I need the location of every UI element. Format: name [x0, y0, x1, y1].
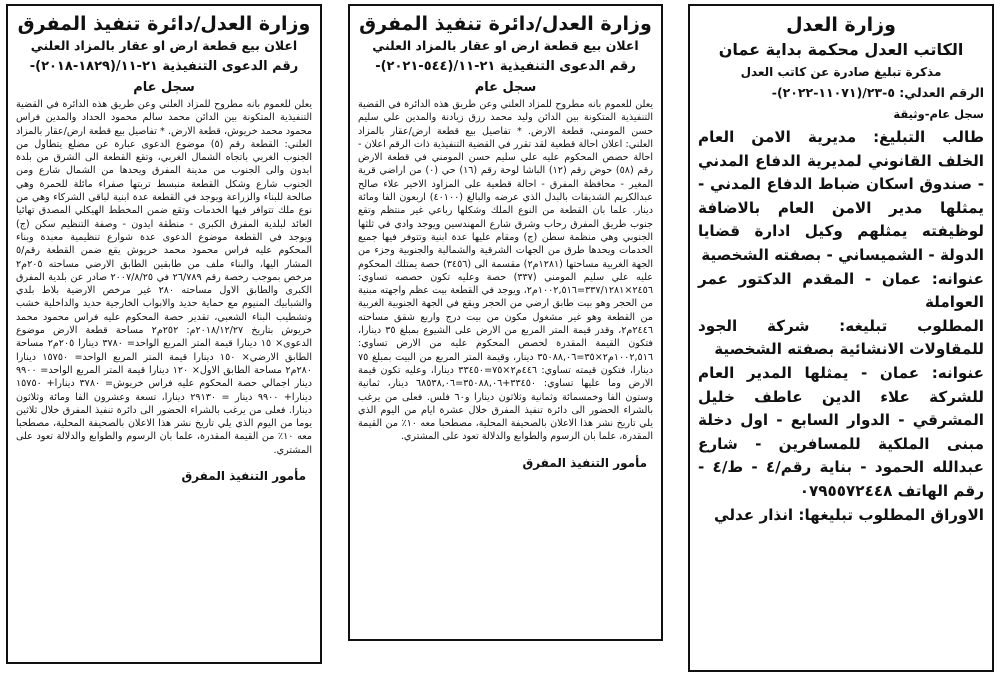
record-label: سجل عام-وثيقة: [893, 107, 984, 121]
ministry-heading: وزارة العدل/دائرة تنفيذ المفرق: [17, 13, 311, 35]
notice-paragraph: يعلن للعموم بانه مطروح للمزاد العلني وعن طريق هذه الدائرة في القضية التنفيذية المتكونة بين الدائن محمد سالم محمود الحداد والمدين فراس محمود محمد خريوش، قطعة الارض. * تفاصيل بيع قطعة ارض/عقار بالمزاد العلني: القطعة رقم (٥) موضوع الدعوى عبارة عن مضلع يتطاول من الجنوب الغربي باتجاه الشمال الغربي، وتقع القطعة الى الشرق من بلدة ايدون والى الجنوب من مدينة المفرق ويحدها من الشمال شارع ومن الجنوب شارع وشكل القطعة منبسط تربتها صفراء مائلة للحمرة وهي صالحة للبناء والزراعة ويوجد في القطعة عدة ابنية لباقي الشركاء وهي من نوع ملك تتوافر فيها الخدمات وتقع ضمن المخطط الهيكلي المصدق تهائيا العائد لبلدية المفرق الكبرى - منطقة ايدون - وصفة التنظيم سكن (ج) ويوجد في القطعة موضوع الدعوى عدة شوارع تنظيمية معبدة وبناء المحكوم عليه فراس محمود محمد خريوش يقع ضمن القطعة رقم/٥ المشار اليها، والبناء ملف من طابقين الطابق الارضي مساحته ٢٠٥م٢ مرخص بموجب رخصة رقم ٢٦/٧٨٩ في ٢٠٠٧/٨/٢٥ صادر عن بلدية المفرق الكبرى والطابق الاول مساحته ٢٨٠ غير مرخص الارضية بلاط بلدي والشبابيك المنيوم مع حماية حديد والابواب الخارجية حديد والداخلية خشب وتشطيب البناء الشعبي، تقدير حصة المحكوم عليه فراس محمود محمد خريوش بتاريخ ٢٠١٨/١٢/٢٧م: ٢٥٢م٢ مساحة قطعة الارض موضوع الدعوى× ١٥ دينارا قيمة المتر المربع الواحد= ٣٧٨٠ دينارا ٢٠٥م٢ مساحة الطابق الارضي× ١٥٠ دينارا قيمة المتر المربع الواحد= ١٥٧٥٠ دينارا ٢٨٠م٢ مساحة الطابق الاول× ١٢٠ دينارا قيمة المتر المربع الواحد= ٩٩٠٠ دينار اجمالي حصة المحكوم عليه فراس خريوش= ٣٧٨٠ دينارا+ ١٥٧٥٠ دينارا+ ٩٩٠٠ دينار = ٢٩١٣٠ دينارا، تسعة وعشرون الفا ومائة وثلاثون دينارا. فعلى من يرغب بالشراء الحضور الى دائرة تنفيذ المفرق خلال ثلاثين يوما من اليوم الذي يلي تاريخ نشر هذا الاعلان بالصحيفة المحلية، مصطحبا معه ١٠٪ من القيمة المقدرة، علما بان الرسوم والطوابع والدلالة تعود على المشتري.: [16, 99, 313, 456]
target-address: عنوانه: عمان - يمثلها المدير العام للشركة علاء الدين عاطف خليل المشرقي - الدوار السابع - اول دخلة مبنى الملكية للمسافرين - شارع عبدالله الحمود - بناية رقم/٤ - ط/٤ - رقم الهاتف ٠٧٩٥٥٧٢٤٤٨: [698, 363, 985, 500]
notice-column-middle: [348, 4, 663, 641]
notice-column-right: [688, 4, 994, 672]
auction-title: اعلان بيع قطعة ارض او عقار بالمزاد العلني: [30, 38, 298, 53]
record-label: سجل عام: [474, 80, 537, 95]
record-label: سجل عام: [133, 80, 195, 95]
case-number: رقم الدعوى التنفيذية ٢١-١١/(٥٤٤-٢٠٢١)-: [375, 59, 636, 74]
requester-text: طالب التبليغ: مديرية الامن العام الخلف القانوني لمديرية الدفاع المدني - صندوق اسكان ضباط الدفاع المدني - يمثلها مدير الامن العام بالاضافة لوظيفته يمثلهم وكيل ادارة قضايا الدولة - الشميساني - بصفته الشخصية: [698, 128, 984, 264]
notice-column-left: [6, 4, 322, 664]
auction-title: اعلان بيع قطعة ارض او عقار بالمزاد العلني: [372, 38, 639, 53]
notice-paragraph: يعلن للعموم بانه مطروح للمزاد العلني وعن طريق هذه الدائرة في القضية التنفيذية المتكونة بين الدائن وليد محمد رزق زيادنة والمدين علي سليم حسن المومني، قطعة الارض. * تفاصيل بيع قطعة ارض/عقار بالمزاد العلني: اعلان احالة قطعية لقد تقرر في القضية التنفيذية ذات الرقم اعلان - احالة حصص المحكوم عليه علي سليم حسن المومني في قطعة الارض رقم (٥٨) حوض رقم (١٢) الباشا لوحة رقم (١٦) حي (٠) من اراضي قرية المغير - محافظة المفرق - احالة قطعية على المزاود الاخير علاء صالح عبدالكريم الشديفات بالبدل الذي عرضه والبالغ (٤٠١٠٠) اربعون الفا ومائة دينار. علما بان القطعة من النوع الملك وشكلها رباعي غير منتظم وتقع جنوب طريق المفرق رحاب وشرق شارع المهندسين ويوجد وادي في ثلثها الجنوبي وهي منظمة سطن (ج) ومقام عليها عدة ابنية وتتوفر فيها جميع الخدمات ويحدها طرق من الجهات الشرقية والشمالية والجنوبية وجزء من الجهة الغربية مساحتها (١٢٨١م٢) مقسمة الى (٣٤٥٦) حصة يمتلك المحكوم عليه علي سليم المومني (٣٣٧) حصة وعليه تكون حصصه تساوي: ٢٤٥٦×٣٣٧/١٢٨١=١٠٠٢,٥١٦م٢، ويوجد في القطعة بيت عظم واجهته مبنية من الحجر وهو بيت طابق ارضي من الحجر ويقع في الجهة الجنوبية الغربية من القطعة وهو غير مشغول مكون من بيت درج واربع شقق مساحته ٢٤٤٦م٢، وقدر قيمة المتر المربع من الارض على الشيوع بمبلغ ٣٥ دينارا، فتكون القيمة المقدرة لحصص المحكوم عليه من الارض تساوي: ١٠٠٢,٥١٦م٢×٣٥=٣٥٠٨٨,٠٦ دينار، وقيمة المتر المربع من البيت بمبلغ ٧٥ دينارا، فتكون قيمته تساوي: ٤٤٦م٢×٧٥=٣٣٤٥٠ دينارا، وعليه تكون قيمة الارض وما عليها تساوي: ٣٣٤٥٠+٣٥٠٨٨,٠٦=٦٨٥٣٨,٠٦ دينار، ثمانية وستون الفا وخمسمائة وثمانية وثلاثون دينارا و٦٠ فلس. فعلى من يرغب بالشراء الحضور الى دائرة تنفيذ المفرق خلال عشرة ايام من اليوم الذي يلي تاريخ نشر هذا الاعلان بالصحيفة المحلية، مصطحبا معه ١٠٪ من القيمة المقدرة، علما بان الرسوم والطوابع والدلالة تعود على المشتري.: [358, 99, 654, 443]
ministry-heading: وزارة العدل/دائرة تنفيذ المفرق: [359, 13, 652, 35]
notice-body: [358, 98, 653, 444]
notice-body: [16, 98, 312, 457]
court-heading: الكاتب العدل محكمة بداية عمان: [718, 40, 964, 59]
requester-address: عنوانه: عمان - المقدم الدكتور عمر العواملة: [698, 269, 984, 312]
papers-text: الاوراق المطلوب تبليغها: انذار عدلي: [713, 505, 984, 524]
case-number: رقم الدعوى التنفيذية ٢١-١١/(١٨٢٩-٢٠١٨)-: [29, 59, 299, 74]
reference-number: الرقم العدلي: ٥-٢٣/(١١٠٧١-٢٠٢٢)-: [771, 85, 984, 100]
ministry-heading: وزارة العدل: [786, 14, 896, 36]
signature-line: مأمور التنفيذ المفرق: [522, 455, 647, 470]
memo-title: مذكرة تبليغ صادرة عن كاتب العدل: [740, 65, 942, 79]
signature-line: مأمور التنفيذ المفرق: [181, 469, 306, 484]
target-text: المطلوب تبليغه: شركة الجود للمقاولات الانشائية بصفته الشخصية: [698, 316, 984, 359]
notice-body: [698, 126, 984, 527]
